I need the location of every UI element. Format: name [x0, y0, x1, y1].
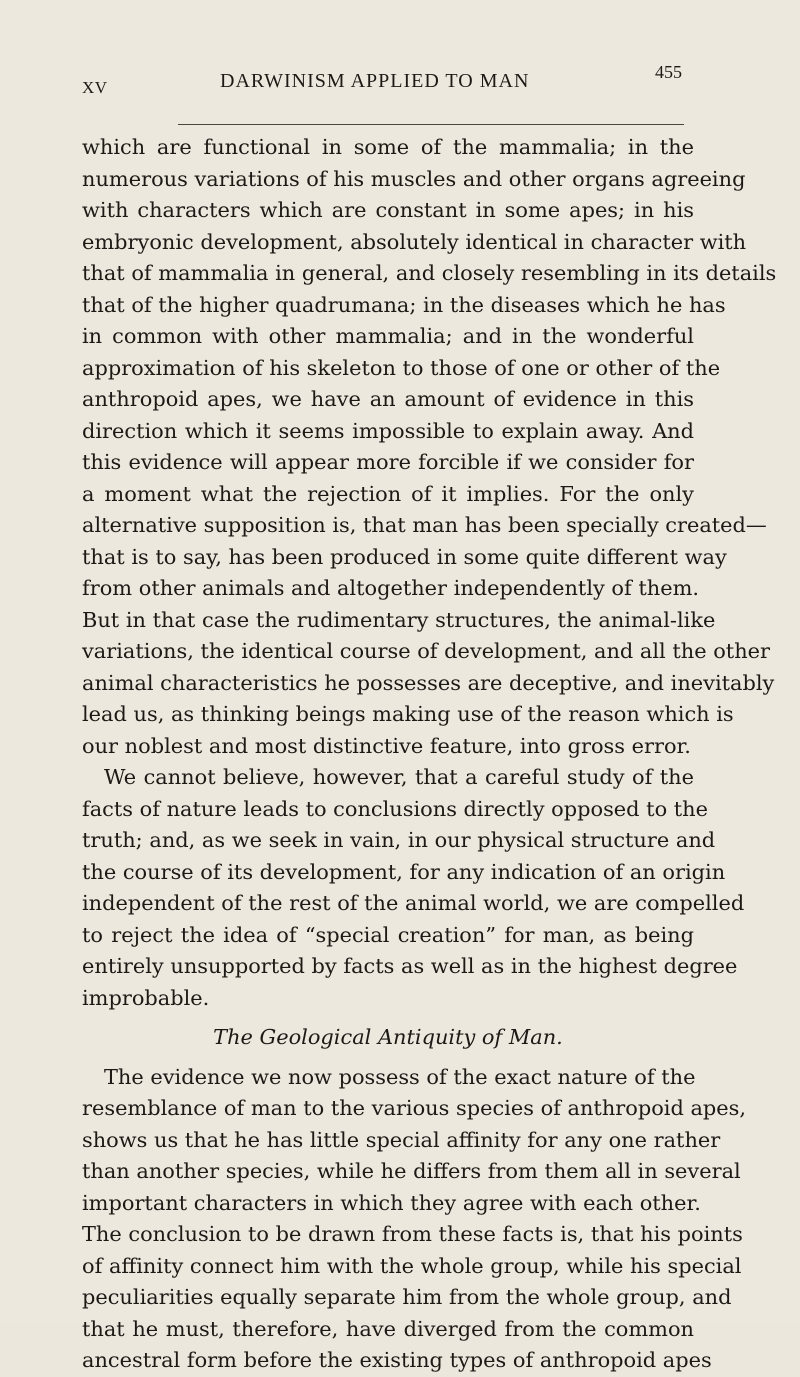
section-heading: The Geological Antiquity of Man.: [213, 1025, 563, 1049]
text-line: The evidence we now possess of the exact nature of the: [104, 1064, 696, 1089]
text-line: variations, the identical course of development, and all the other: [82, 639, 771, 663]
text-line: this evidence will appear more forcible if we consider for: [82, 450, 694, 474]
text-line: But in that case the rudimentary structures, the animal-like: [82, 607, 716, 632]
body-text: [82, 132, 777, 1377]
text-line: resemblance of man to the various species of anthropoid apes,: [82, 1096, 747, 1120]
paragraph-3: [82, 1062, 747, 1377]
text-line: peculiarities equally separate him from the whole group, and: [82, 1285, 732, 1309]
text-line: a moment what the rejection of it implies. For the only: [82, 481, 694, 506]
text-line: of affinity connect him with the whole group, while his special: [82, 1253, 742, 1278]
text-line: that of the higher quadrumana; in the diseases which he has: [82, 292, 726, 317]
text-line: that is to say, has been produced in some quite different way: [82, 544, 727, 569]
text-line: in common with other mammalia; and in the wonderful: [82, 324, 694, 348]
text-line: which are functional in some of the mammalia; in the: [82, 135, 694, 159]
text-line: anthropoid apes, we have an amount of evidence in this: [82, 387, 694, 411]
text-line: facts of nature leads to conclusions directly opposed to the: [82, 796, 708, 821]
text-line: approximation of his skeleton to those of one or other of the: [82, 355, 721, 380]
text-line: than another species, while he differs from them all in several: [82, 1159, 741, 1183]
text-line: improbable.: [82, 985, 210, 1010]
text-line: from other animals and altogether independently of them.: [82, 576, 700, 600]
paragraph-2: [82, 762, 745, 1014]
chapter-number: XV: [82, 78, 108, 97]
paragraph-1: [82, 132, 777, 762]
page-number: 455: [655, 62, 682, 82]
text-line: our noblest and most distinctive feature, into gross error.: [82, 733, 691, 758]
text-line: embryonic development, absolutely identical in character with: [82, 229, 747, 254]
text-line: The conclusion to be drawn from these facts is, that his points: [82, 1222, 743, 1246]
text-line: direction which it seems impossible to explain away. And: [82, 418, 694, 443]
text-line: lead us, as thinking beings making use of the reason which is: [82, 702, 734, 726]
running-header: [82, 62, 690, 102]
text-line: truth; and, as we seek in vain, in our physical structure and: [82, 828, 716, 852]
text-line: ancestral form before the existing types of anthropoid apes: [82, 1348, 712, 1372]
header-rule: [178, 124, 684, 125]
running-title: DARWINISM APPLIED TO MAN: [220, 70, 530, 92]
text-line: important characters in which they agree with each other.: [82, 1190, 701, 1215]
text-line: with characters which are constant in some apes; in his: [82, 198, 694, 222]
text-line: We cannot believe, however, that a careful study of the: [104, 765, 694, 789]
text-line: entirely unsupported by facts as well as in the highest degree: [82, 954, 738, 978]
text-line: shows us that he has little special affinity for any one rather: [82, 1127, 721, 1152]
text-line: independent of the rest of the animal world, we are compelled: [82, 891, 745, 915]
text-line: that of mammalia in general, and closely resembling in its details: [82, 261, 777, 285]
text-line: alternative supposition is, that man has been specially created—: [82, 513, 767, 537]
text-line: to reject the idea of “special creation” for man, as being: [82, 922, 694, 947]
text-line: the course of its development, for any indication of an origin: [82, 859, 726, 884]
text-line: that he must, therefore, have diverged from the common: [82, 1316, 694, 1341]
text-line: numerous variations of his muscles and other organs agreeing: [82, 166, 746, 191]
text-line: animal characteristics he possesses are deceptive, and inevitably: [82, 670, 775, 695]
